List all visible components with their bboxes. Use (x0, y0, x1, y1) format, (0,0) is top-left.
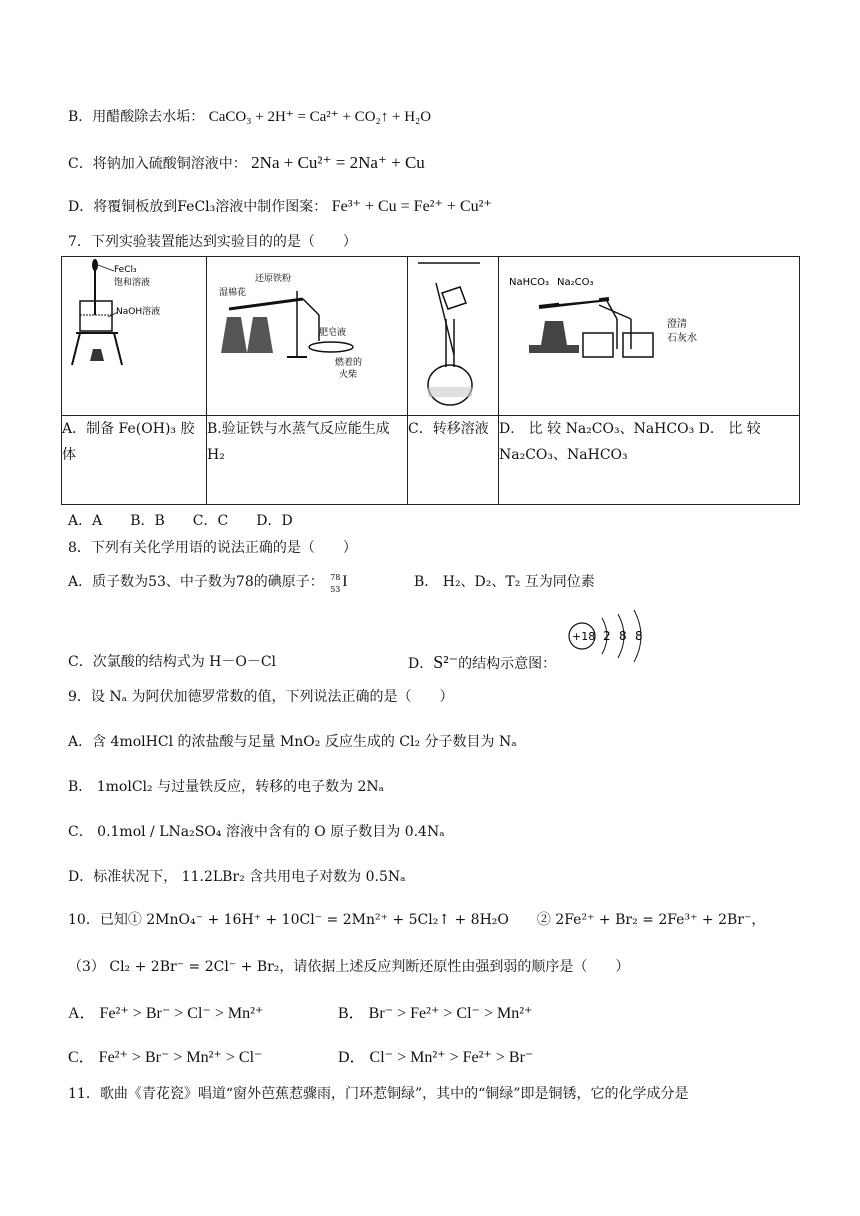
fig-b-label-iron: 还原铁粉 (255, 274, 292, 284)
q8-a-nuclide (328, 572, 354, 592)
fig-d-label-limewater: 石灰水 (667, 333, 697, 344)
q9-option-d: D．标准状况下， 11.2LBr₂ 含共用电子对数为 0.5Nₐ (68, 869, 406, 885)
q8-a-text: A．质子数为53、中子数为78的碘原子： (68, 574, 324, 590)
caption-a: A．制备 Fe(OH)₃ 胶体 (62, 416, 207, 505)
q6-b-formula: CaCO₃ + 2H⁺ = Ca²⁺ + CO₂↑ + H₂O (208, 109, 432, 125)
caption-d: D． 比 较 Na₂CO₃、NaHCO₃ D． 比 较 Na₂CO₃、NaHCO₃ (499, 416, 800, 505)
q8-stem: 8．下列有关化学用语的说法正确的是（ ） (68, 540, 357, 556)
fig-b-label-soap: 肥皂液 (319, 328, 347, 338)
q6-c-text: C．将钠加入硫酸铜溶液中： (68, 156, 247, 172)
q8-option-a (68, 572, 354, 592)
fig-a-label-fecl3: FeCl₃ (114, 265, 137, 275)
fig-d-label-nahco3: NaHCO₃ (509, 277, 549, 288)
q6-d-formula: Fe³⁺ + Cu = Fe²⁺ + Cu²⁺ (331, 198, 492, 215)
q9-option-a: A．含 4molHCl 的浓盐酸与足量 MnO₂ 反应生成的 Cl₂ 分子数目为 Nₐ (68, 734, 517, 750)
fig-b-cell (207, 257, 408, 416)
fig-a-cell (62, 257, 207, 416)
q6-c-formula: 2Na + Cu²⁺ = 2Na⁺ + Cu (251, 153, 425, 172)
q8-a-atomic-number: 53 (330, 585, 341, 594)
fig-d-carbonate-compare-diagram (499, 257, 799, 415)
fig-d-label-clear: 澄清 (667, 319, 687, 330)
q10-option-d: D． Cl⁻ > Mn²⁺ > Fe²⁺ > Br⁻ (338, 1049, 534, 1066)
q7-answer-options: A．A B．B C．C D．D (68, 513, 293, 529)
caption-b: B.验证铁与水蒸气反应能生成 H₂ (207, 416, 408, 505)
q6-option-d (68, 197, 492, 217)
q6-d-text: D．将覆铜板放到FeCl₃溶液中制作图案： (68, 199, 328, 215)
fig-a-label-saturated: 饱和溶液 (114, 278, 151, 288)
q8-d-suffix: 的结构示意图： (458, 656, 557, 672)
q8-option-d (408, 652, 556, 674)
q8-a-mass-number: 78 (330, 573, 341, 582)
q8-d-ion: S²⁻ (433, 652, 459, 672)
q10-option-a: A． Fe²⁺ > Br⁻ > Cl⁻ > Mn²⁺ (68, 1005, 264, 1022)
q6-option-c (68, 153, 425, 174)
fig-b-iron-steam-diagram (207, 257, 407, 415)
fig-a-beaker-diagram (62, 257, 206, 415)
q6-b-text: B．用醋酸除去水垢： (68, 109, 205, 125)
q10-line1: 10．已知① 2MnO₄⁻ + 16H⁺ + 10Cl⁻ = 2Mn²⁺ + 5Cl₂↑ + 8H₂O ② 2Fe²⁺ + Br₂ = 2Fe³⁺ + 2Br⁻， (68, 912, 766, 928)
shell-2-electrons: 8 (619, 629, 627, 643)
caption-c: C．转移溶液 (408, 416, 499, 505)
fig-d-label-na2co3: Na₂CO₃ (557, 277, 594, 288)
fig-d-cell (499, 257, 800, 416)
q10-option-b: B． Br⁻ > Fe²⁺ > Cl⁻ > Mn²⁺ (338, 1005, 533, 1022)
fig-c-volumetric-flask-diagram (408, 257, 498, 415)
fig-b-label-match: 火柴 (339, 370, 358, 380)
q10-option-c: C． Fe²⁺ > Br⁻ > Mn²⁺ > Cl⁻ (68, 1049, 263, 1066)
nucleus-charge: +18 (572, 630, 596, 643)
fig-b-label-cotton: 湿棉花 (219, 288, 247, 298)
s2-ion-structure-diagram (566, 606, 676, 670)
q8-option-b: B． H₂、D₂、T₂ 互为同位素 (414, 574, 595, 590)
fig-c-cell (408, 257, 499, 416)
fig-b-label-burning: 燃着的 (335, 358, 363, 368)
q7-apparatus-table (61, 256, 800, 505)
q10-line2: （3） Cl₂ + 2Br⁻ = 2Cl⁻ + Br₂，请依据上述反应判断还原性由强到弱的顺序是（ ） (68, 959, 630, 975)
shell-1-electrons: 2 (603, 629, 611, 643)
q6-option-b (68, 107, 431, 127)
shell-3-electrons: 8 (635, 629, 643, 643)
q8-option-c: C．次氯酸的结构式为 H－O－Cl (68, 654, 277, 670)
q8-a-symbol: I (342, 573, 348, 590)
q11-stem: 11．歌曲《青花瓷》唱道“窗外芭蕉惹骤雨，门环惹铜绿”，其中的“铜绿”即是铜锈，它的化学成分是 (68, 1086, 689, 1102)
fig-a-label-naoh: NaOH溶液 (116, 307, 161, 317)
q8-d-prefix: D． (408, 656, 434, 672)
q9-stem: 9．设 Nₐ 为阿伏加德罗常数的值，下列说法正确的是（ ） (68, 689, 454, 705)
q9-option-c: C． 0.1mol / LNa₂SO₄ 溶液中含有的 O 原子数目为 0.4Nₐ (68, 824, 445, 840)
q9-option-b: B． 1molCl₂ 与过量铁反应，转移的电子数为 2Nₐ (68, 779, 385, 795)
q7-stem: 7．下列实验装置能达到实验目的的是（ ） (68, 234, 357, 250)
